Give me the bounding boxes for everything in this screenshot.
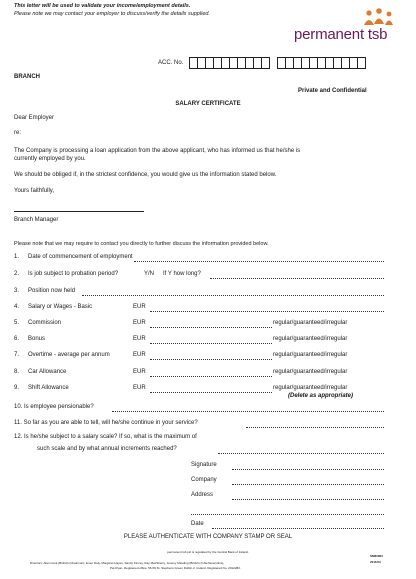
confidential-label: Private and Confidential <box>298 88 367 94</box>
item-9-label: Shift Allowance <box>28 385 69 391</box>
item-1-label: Date of commencement of employment <box>28 254 133 260</box>
question-12-line-2: such scale and by what annual increments reached? <box>37 446 177 452</box>
item-7-num: 7. <box>14 352 20 358</box>
authenticate-note: PLEASE AUTHENTICATE WITH COMPANY STAMP OR SEAL <box>123 534 293 540</box>
footer-regulated: permanent tsb plc is regulated by the Central Bank of Ireland. <box>167 550 249 554</box>
item-4-currency: EUR <box>133 304 146 310</box>
footer-address: Pat Ryan. Registered office: 56-59 St. Stephens Green Dublin 2, Ireland. Registered No. 2012282. <box>110 566 241 570</box>
question-11: 11. So far as you are able to tell, will he/she continue in your service? <box>14 420 198 426</box>
permanent-tsb-logo <box>294 6 408 46</box>
closing: Yours faithfully, <box>14 188 55 194</box>
item-2-field[interactable] <box>210 278 384 279</box>
page-title: SALARY CERTIFICATE <box>175 101 241 107</box>
date-field[interactable] <box>212 528 384 529</box>
item-6-currency: EUR <box>133 336 146 342</box>
item-7-suffix[interactable]: regular/guaranteed/irregular <box>273 352 348 358</box>
item-1-field[interactable] <box>134 261 384 262</box>
item-5-label: Commission <box>28 320 62 326</box>
item-5-currency: EUR <box>133 320 146 326</box>
item-5-suffix[interactable]: regular/guaranteed/irregular <box>273 320 348 326</box>
item-9-field[interactable] <box>150 392 272 393</box>
notice-line-2: Please note we may contact your employer to discuss/verify the details supplied. <box>14 11 210 17</box>
item-6-label: Bonus <box>28 336 46 342</box>
question-10: 10. Is employee pensionable? <box>14 404 94 410</box>
footer-directors: Directors: Alan Cook (British) (Chairman), Emer Daly, Margaret Hayes, Sandy Kinney, Ray MacSharry, Jeremy Masding (British) (Chief Executive), <box>30 561 225 565</box>
item-9-num: 9. <box>14 385 20 391</box>
address-field-line-2[interactable] <box>191 514 384 515</box>
item-4-num: 4. <box>14 304 20 310</box>
paragraph-1-line-1: The Company is processing a loan application from the above applicant, who has informed us that he/she is <box>14 148 301 154</box>
paragraph-2: We should be obliged if, in the strictest confidence, you would give us the information stated below. <box>14 172 277 178</box>
signature-line[interactable] <box>14 211 144 212</box>
item-3-field[interactable] <box>82 295 384 296</box>
item-8-currency: EUR <box>133 369 146 375</box>
acc-no-boxes[interactable] <box>189 57 389 69</box>
company-field[interactable] <box>232 484 384 485</box>
item-6-num: 6. <box>14 336 20 342</box>
item-2-follow: If Y how long? <box>163 271 201 277</box>
item-8-label: Car Allowance <box>28 369 67 375</box>
company-field-label: Company <box>191 477 217 483</box>
item-4-label: Salary or Wages - Basic <box>28 304 93 310</box>
item-7-currency: EUR <box>133 352 146 358</box>
item-8-field[interactable] <box>150 376 272 377</box>
re-label: re: <box>14 130 22 136</box>
item-2-label: Is job subject to probation period? <box>28 271 119 277</box>
item-5-num: 5. <box>14 320 20 326</box>
item-8-suffix[interactable]: regular/guaranteed/irregular <box>273 369 348 375</box>
question-10-field[interactable] <box>112 411 384 412</box>
notice-line-1: This letter will be used to validate your income/employment details. <box>14 3 191 9</box>
address-field-label: Address <box>191 492 214 498</box>
footer-form-code: SM80863 <box>370 554 383 558</box>
item-3-label: Position now held <box>28 288 76 294</box>
item-4-field[interactable] <box>150 311 384 312</box>
item-9-suffix[interactable]: regular/guaranteed/irregular <box>273 385 348 391</box>
item-3-num: 3. <box>14 288 20 294</box>
instruction-text: Please note that we may require to contact you directly to further discuss the information provided below. <box>14 241 269 247</box>
item-5-field[interactable] <box>150 327 272 328</box>
item-8-num: 8. <box>14 369 20 375</box>
branch-label: BRANCH <box>14 74 40 80</box>
signature-field-label: Signature <box>191 462 217 468</box>
paragraph-1-line-2: currently employed by you. <box>14 156 86 162</box>
item-6-suffix[interactable]: regular/guaranteed/irregular <box>273 336 348 342</box>
item-2-yn[interactable]: Y/N <box>144 271 155 277</box>
item-6-field[interactable] <box>150 343 272 344</box>
signature-field[interactable] <box>232 469 384 470</box>
acc-no-label: ACC. No. <box>158 60 184 66</box>
question-11-field[interactable] <box>246 427 384 428</box>
delete-note: (Delete as appropriate) <box>288 393 354 399</box>
logo-wordmark: permanent tsb <box>294 26 388 43</box>
item-9-currency: EUR <box>133 385 146 391</box>
item-1-num: 1. <box>14 254 20 260</box>
signatory-label: Branch Manager <box>14 217 59 223</box>
question-12-line-1: 12. Is he/she subject to a salary scale? If so, what is the maximum of <box>14 434 197 440</box>
salutation: Dear Employer <box>14 115 55 121</box>
item-7-field[interactable] <box>150 359 272 360</box>
item-7-label: Overtime - average per annum <box>28 352 110 358</box>
footer-form-date: 2011/03 <box>370 560 381 564</box>
question-12-field[interactable] <box>218 453 384 454</box>
date-field-label: Date <box>191 521 204 527</box>
item-2-num: 2. <box>14 271 20 277</box>
address-field[interactable] <box>232 499 384 500</box>
